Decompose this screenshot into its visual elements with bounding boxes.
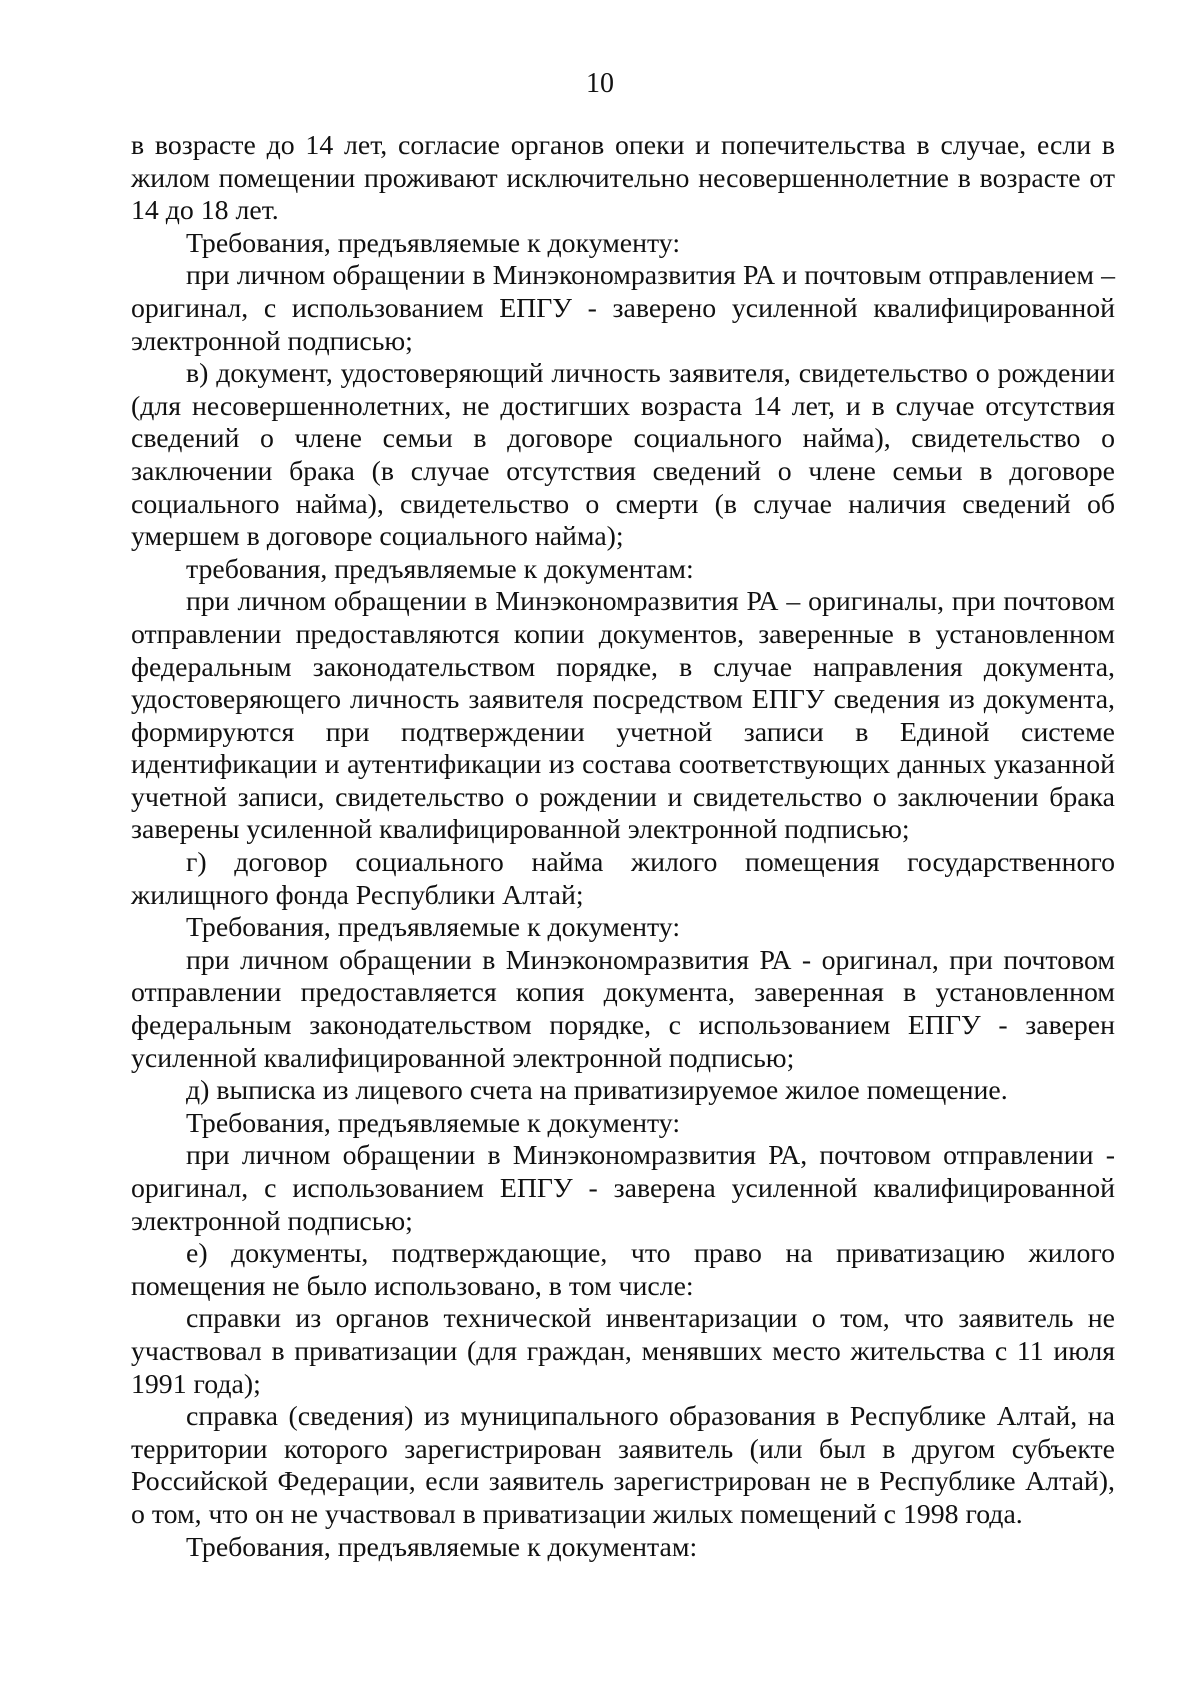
paragraph-certificate-municipal: справка (сведения) из муниципального образования в Республике Алтай, на территории которого зарегистрирован заявитель (или был в другом субъекте Российской Федерации, если заявитель зарегистрирован не в Республике Алтай), о том, что он не участвовал в приватизации жилых помещений с 1998 года. <box>131 1401 1115 1530</box>
paragraph-requirements-text: при личном обращении в Минэкономразвития РА и почтовым отправлением – оригинал, с использованием ЕПГУ - заверено усиленной квалифицированной электронной подписью; <box>131 260 1115 357</box>
paragraph-requirements-text: при личном обращении в Минэкономразвития РА – оригиналы, при почтовом отправлении предоставляются копии документов, заверенные в установленном федеральным законодательством порядке, в случае направления документа, удостоверяющего личность заявителя посредством ЕПГУ сведения из документа, формируются при подтверждении учетной записи в Единой системе идентификации и аутентификации из состава соответствующих данных указанной учетной записи, свидетельство о рождении и свидетельство о заключении брака заверены усиленной квалифицированной электронной подписью; <box>131 586 1115 846</box>
paragraph-requirements-heading: Требования, предъявляемые к документу: <box>186 1107 681 1139</box>
paragraph-certificate-inventory: справки из органов технической инвентаризации о том, что заявитель не участвовал в приватизации (для граждан, менявших место жительства с 11 июля 1991 года); <box>131 1303 1115 1400</box>
paragraph-requirements-heading: требования, предъявляемые к документам: <box>186 553 694 585</box>
paragraph-requirements-heading: Требования, предъявляемые к документам: <box>186 1531 698 1563</box>
paragraph-item-g: г) договор социального найма жилого помещения государственного жилищного фонда Республики Алтай; <box>131 847 1115 911</box>
document-body <box>131 130 1115 1564</box>
paragraph-item-e: е) документы, подтверждающие, что право на приватизацию жилого помещения не было использовано, в том числе: <box>131 1238 1115 1302</box>
paragraph-requirements-text: при личном обращении в Минэкономразвития РА - оригинал, при почтовом отправлении предоставляется копия документа, заверенная в установленном федеральным законодательством порядке, с использованием ЕПГУ - заверен усиленной квалифицированной электронной подписью; <box>131 944 1115 1074</box>
paragraph-item-v: в) документ, удостоверяющий личность заявителя, свидетельство о рождении (для несовершеннолетних, не достигших возраста 14 лет, и в случае отсутствия сведений о члене семьи в договоре социального найма), свидетельство о заключении брака (в случае отсутствия сведений о члене семьи в договоре социального найма), свидетельство о смерти (в случае наличия сведений об умершем в договоре социального найма); <box>131 358 1115 553</box>
paragraph-requirements-text: при личном обращении в Минэкономразвития РА, почтовом отправлении - оригинал, с использованием ЕПГУ - заверена усиленной квалифицированной электронной подписью; <box>131 1140 1115 1237</box>
paragraph-requirements-heading: Требования, предъявляемые к документу: <box>186 227 681 259</box>
paragraph-requirements-heading: Требования, предъявляемые к документу: <box>186 912 681 944</box>
page-number: 10 <box>586 68 614 99</box>
paragraph-item-d: д) выписка из лицевого счета на приватизируемое жилое помещение. <box>186 1075 1008 1107</box>
paragraph-continuation: в возрасте до 14 лет, согласие органов опеки и попечительства в случае, если в жилом помещении проживают исключительно несовершеннолетние в возрасте от 14 до 18 лет. <box>131 130 1115 227</box>
